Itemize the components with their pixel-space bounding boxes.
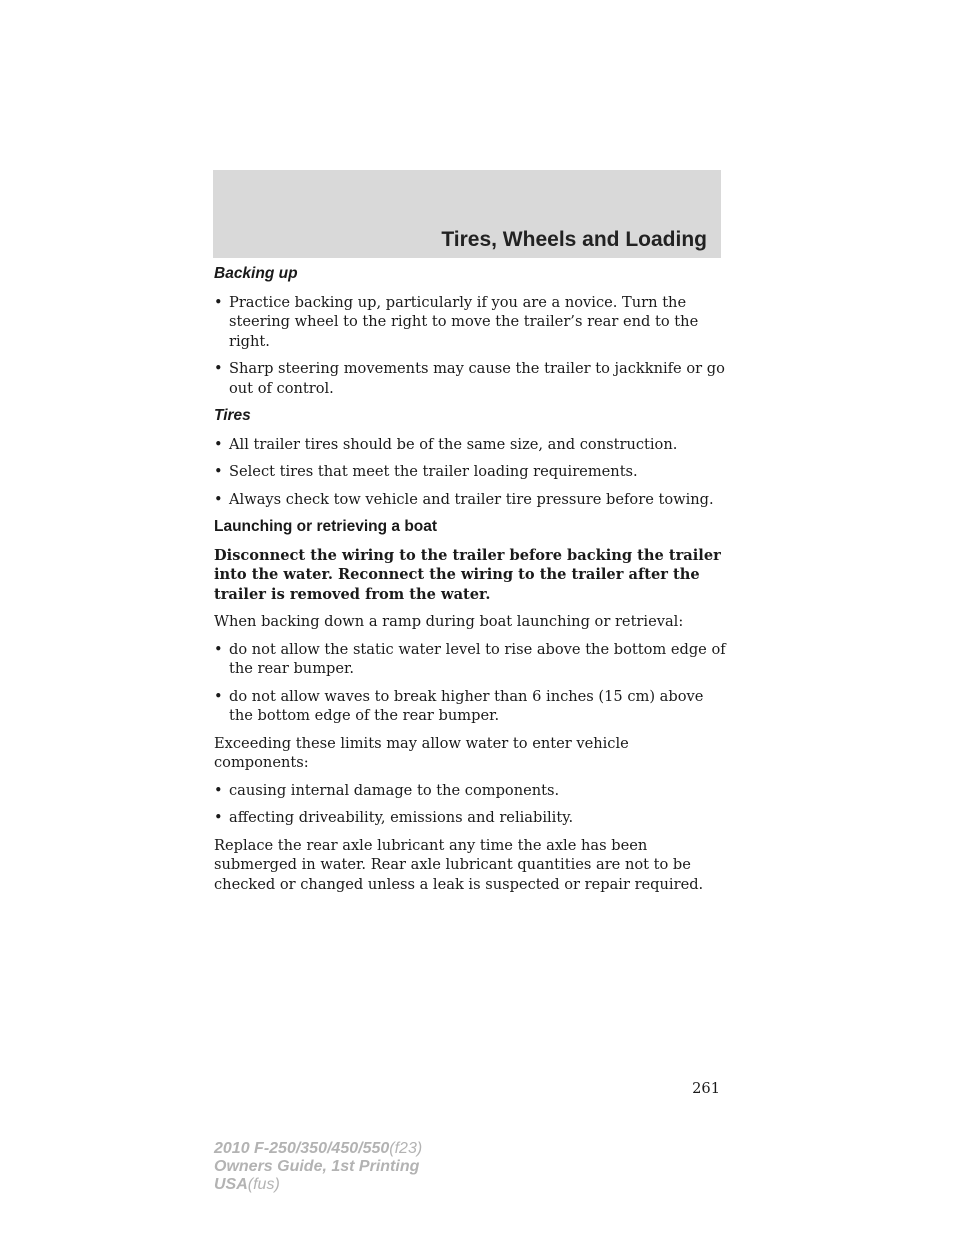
list-item: • affecting driveability, emissions and reliability. — [214, 808, 726, 828]
limits-intro: Exceeding these limits may allow water to enter vehicle components: — [214, 734, 629, 771]
footer-model: 2010 F-250/350/450/550 — [214, 1140, 390, 1157]
limits-list — [214, 781, 726, 828]
list-item: • Select tires that meet the trailer loading requirements. — [214, 462, 726, 482]
list-item: • All trailer tires should be of the same size, and construction. — [214, 435, 726, 455]
heading-launching-boat: Launching or retrieving a boat — [214, 518, 438, 535]
list-item: • Practice backing up, particularly if you are a novice. Turn the steering wheel to the right to move the trailer’s rear end to the right. — [214, 293, 726, 352]
footer-line-market — [214, 1176, 422, 1194]
footer-model-code: (f23) — [389, 1140, 423, 1157]
list-item: • Always check tow vehicle and trailer tire pressure before towing. — [214, 490, 726, 510]
backing-up-list — [214, 293, 726, 399]
footer-market-code: (fus) — [247, 1176, 280, 1193]
ramp-intro: When backing down a ramp during boat launching or retrieval: — [214, 613, 684, 630]
page-content — [214, 264, 726, 902]
list-item: • do not allow waves to break higher than 6 inches (15 cm) above the bottom edge of the rear bumper. — [214, 687, 726, 726]
footer-line-model — [214, 1140, 422, 1158]
heading-backing-up: Backing up — [214, 265, 298, 282]
chapter-title: Tires, Wheels and Loading — [441, 228, 707, 251]
wiring-warning: Disconnect the wiring to the trailer before backing the trailer into the water. Reconnect the wiring to the trailer after the trailer is removed from the water. — [214, 546, 721, 603]
document-footer — [214, 1140, 422, 1194]
footer-market: USA — [214, 1176, 248, 1193]
tires-list — [214, 435, 726, 510]
chapter-header-band — [213, 170, 721, 258]
page-number: 261 — [692, 1080, 720, 1097]
heading-tires: Tires — [214, 407, 251, 424]
footer-printing: Owners Guide, 1st Printing — [214, 1158, 420, 1175]
axle-lubricant-note: Replace the rear axle lubricant any time the axle has been submerged in water. Rear axle lubricant quantities are not to be checked or changed unless a leak is suspected or repair required. — [214, 836, 704, 893]
list-item: • do not allow the static water level to rise above the bottom edge of the rear bumper. — [214, 640, 726, 679]
list-item: • causing internal damage to the components. — [214, 781, 726, 801]
ramp-list — [214, 640, 726, 726]
list-item: • Sharp steering movements may cause the trailer to jackknife or go out of control. — [214, 359, 726, 398]
